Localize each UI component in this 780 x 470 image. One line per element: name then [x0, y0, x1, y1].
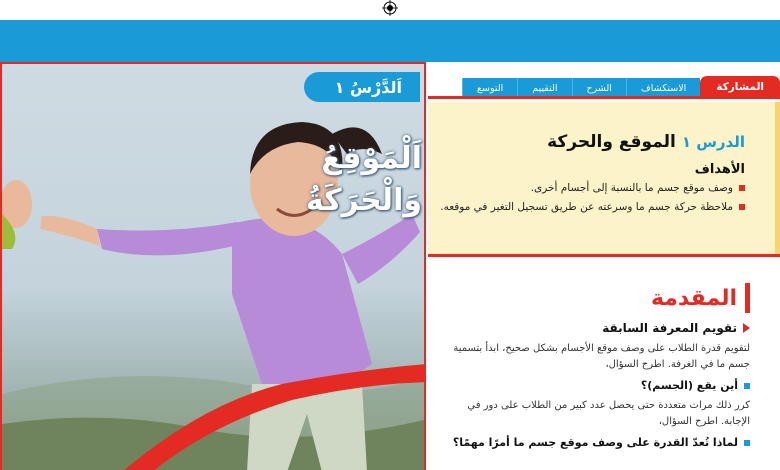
lesson-label-text: الدرس	[696, 133, 745, 151]
intro-title	[442, 283, 750, 313]
lesson-heading	[440, 132, 745, 152]
intro-subtitle-text: تقويم المعرفة السابقة	[602, 321, 737, 335]
lesson-photo	[0, 62, 426, 470]
square-bullet-icon	[744, 383, 750, 389]
objective-item	[440, 199, 745, 215]
bullet-square-icon	[739, 185, 745, 191]
intro-section	[428, 257, 780, 470]
registration-mark-icon	[382, 0, 398, 16]
tab-explain-label: الشرح	[586, 82, 612, 94]
intro-paragraph-2: كرر ذلك مرات متعددة حتى يحصل عدد كبير من الطلاب على دور في الإجابة. اطرح السؤال،	[467, 400, 750, 427]
intro-title-text: المقدمة	[650, 285, 737, 311]
question-2-text: لماذا تُعدّ القدرة على وصف موقع جسم ما أمرًا مهمًا؟	[452, 436, 738, 449]
tab-evaluate-label: التقييم	[532, 82, 558, 94]
square-bullet-icon	[744, 440, 750, 446]
section-tabs	[428, 76, 780, 98]
tab-bar-underline	[428, 96, 780, 99]
lesson-number-tab	[304, 72, 420, 102]
lesson-label	[682, 133, 745, 151]
triangle-bullet-icon	[743, 323, 750, 333]
tab-engage[interactable]	[700, 76, 780, 98]
objectives-title: الأهداف	[694, 162, 745, 177]
tab-explore-label: الاستكشاف	[640, 82, 687, 94]
intro-paragraph-1: لتقويم قدرة الطلاب على وصف موقع الأجسام بشكل صحيح، ابدأ بتسمية جسم ما في الغرفة. اطرح السؤال،	[453, 343, 750, 370]
question-1	[442, 379, 750, 392]
intro-subtitle	[442, 321, 750, 335]
photo-title-line1: اَلْمَوْقِعُ	[321, 141, 422, 176]
lesson-summary-box	[428, 102, 780, 254]
objective-text: وصف موقع جسم ما بالنسبة إلى أجسام أخرى.	[530, 182, 733, 194]
objective-item	[440, 180, 745, 196]
lesson-number-label: اَلدَّرْسُ ١	[334, 77, 402, 97]
tab-engage-label: المشاركة	[716, 81, 764, 93]
bullet-square-icon	[739, 204, 745, 210]
lesson-title: الموقع والحركة	[547, 132, 676, 152]
tab-evaluate[interactable]	[517, 78, 571, 98]
question-2	[442, 436, 750, 449]
tab-extend-label: التوسع	[476, 82, 504, 94]
title-bar-icon	[745, 283, 750, 313]
tab-explain[interactable]	[572, 78, 626, 98]
running-girl-illustration	[2, 64, 426, 470]
photo-title	[250, 138, 422, 222]
objective-text: ملاحظة حركة جسم ما وسرعته عن طريق تسجيل التغير في موقعه.	[440, 201, 733, 213]
tab-explore[interactable]	[626, 78, 700, 98]
tab-extend[interactable]	[462, 78, 517, 98]
top-color-band	[0, 20, 780, 62]
photo-title-line2: وَالْحَرَكَةُ	[305, 183, 422, 218]
lesson-number: ١	[681, 133, 691, 151]
question-1-text: أين يقع (الجسم)؟	[640, 379, 738, 392]
